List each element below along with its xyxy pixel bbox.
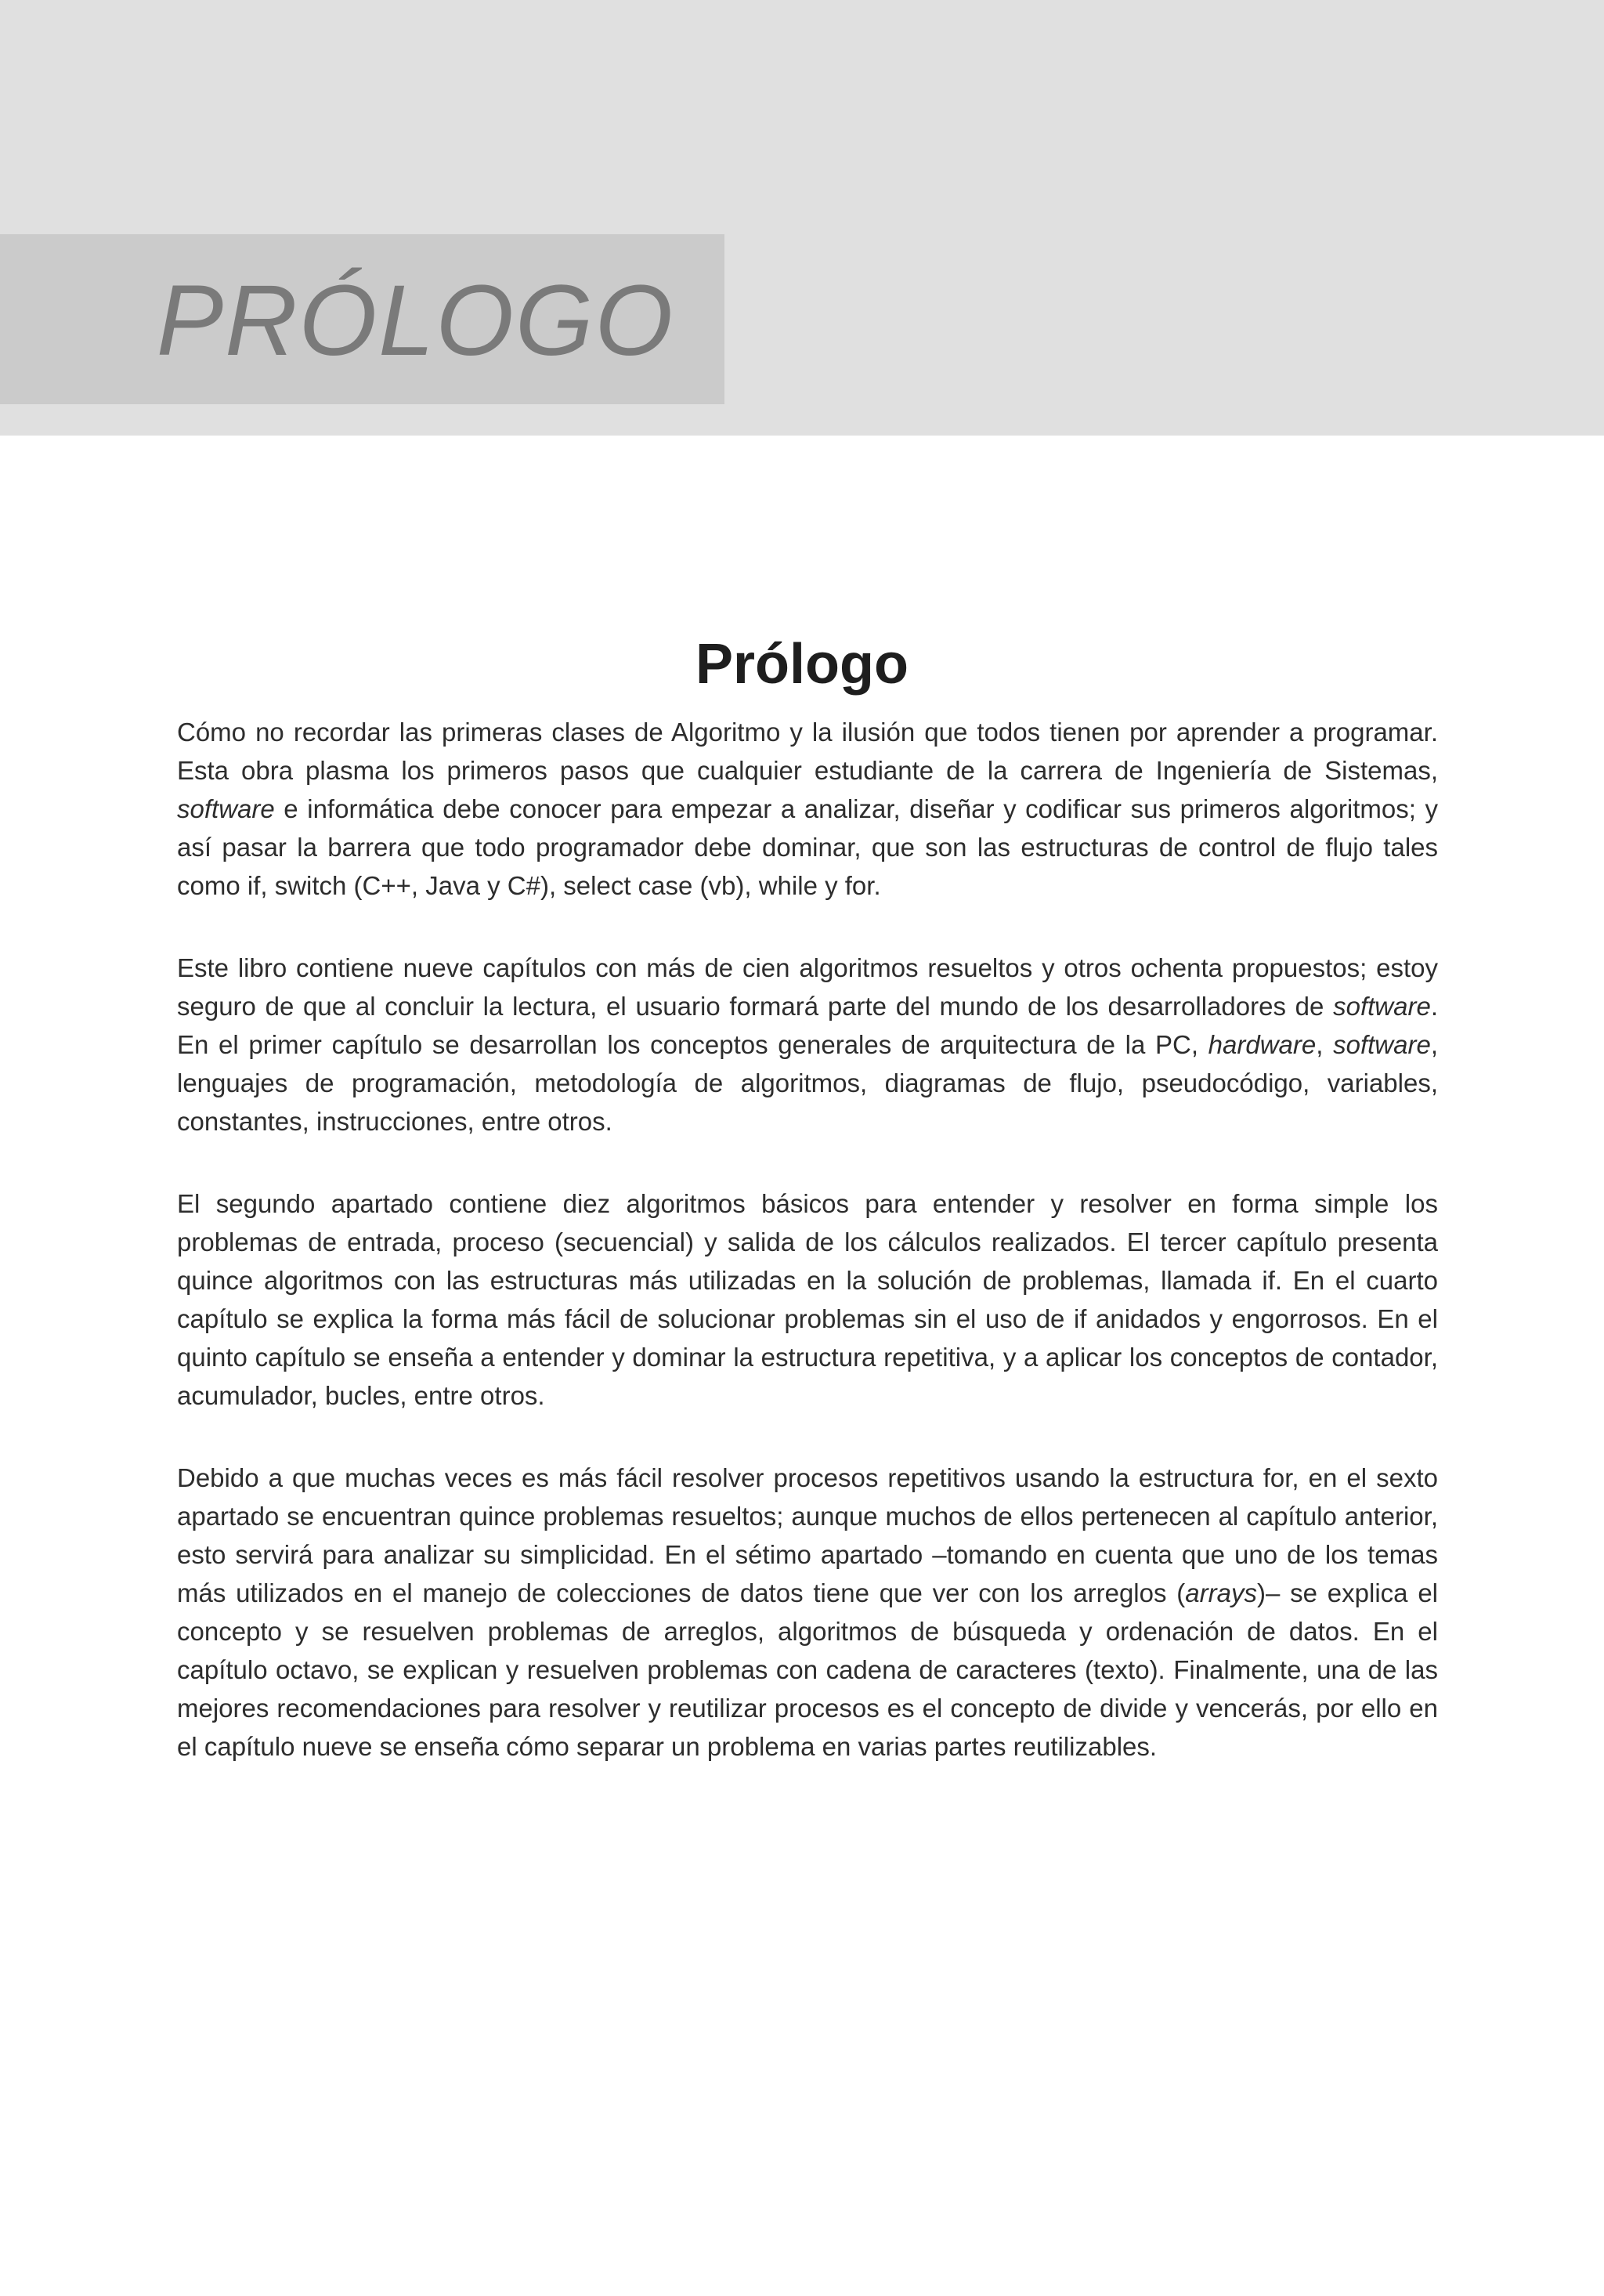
page-title: Prólogo xyxy=(695,633,909,696)
text-run: . En el primer capítulo se desarrollan los conceptos generales de arquitectura de la PC, xyxy=(177,992,1438,1059)
body-text xyxy=(177,713,1438,1810)
text-run: e informática debe conocer para empezar a analizar, diseñar y codificar sus primeros algoritmos; y así pasar la barrera que todo programador debe dominar, que son las estructuras de control de flujo tales como if, switch (C++, Java y C#), select case (vb), while y for. xyxy=(177,794,1438,900)
header-band xyxy=(0,0,1604,436)
italic-term: hardware xyxy=(1208,1030,1317,1059)
text-run: Debido a que muchas veces es más fácil resolver procesos repetitivos usando la estructura for, en el sexto apartado se encuentran quince problemas resueltos; aunque muchos de ellos pertenecen al capítulo anterior, esto servirá para analizar su simplicidad. En el sétimo apartado –tomando en cuenta que uno de los temas más utilizados en el manejo de colecciones de datos tiene que ver con los arreglos ( xyxy=(177,1463,1438,1607)
paragraph-1 xyxy=(177,713,1438,905)
text-run: , xyxy=(1316,1030,1334,1059)
italic-term: software xyxy=(177,794,275,823)
paragraph-4 xyxy=(177,1459,1438,1766)
chapter-tab xyxy=(0,234,724,404)
text-run: El segundo apartado contiene diez algoritmos básicos para entender y resolver en forma simple los problemas de entrada, proceso (secuencial) y salida de los cálculos realizados. El tercer capítulo presenta quince algoritmos con las estructuras más utilizadas en la solución de problemas, llamada if. En el cuarto capítulo se explica la forma más fácil de solucionar problemas sin el uso de if anidados y engorrosos. En el quinto capítulo se enseña a entender y dominar la estructura repetitiva, y a aplicar los conceptos de contador, acumulador, bucles, entre otros. xyxy=(177,1189,1438,1410)
text-run: , lenguajes de programación, metodología de algoritmos, diagramas de flujo, pseudocódigo, variables, constantes, instrucciones, entre otros. xyxy=(177,1030,1438,1136)
italic-term: software xyxy=(1333,1030,1431,1059)
chapter-label: PRÓLOGO xyxy=(156,265,674,377)
text-run: Cómo no recordar las primeras clases de Algoritmo y la ilusión que todos tienen por aprender a programar. Esta obra plasma los primeros pasos que cualquier estudiante de la carrera de Ingeniería de Sistemas, xyxy=(177,718,1438,785)
text-run: )– se explica el concepto y se resuelven problemas de arreglos, algoritmos de búsqueda y ordenación de datos. En el capítulo octavo, se explican y resuelven problemas con cadena de caracteres (texto). Finalmente, una de las mejores recomendaciones para resolver y reutilizar procesos es el concepto de divide y vencerás, por ello en el capítulo nueve se enseña cómo separar un problema en varias partes reutilizables. xyxy=(177,1578,1439,1761)
paragraph-3 xyxy=(177,1184,1438,1415)
italic-term: software xyxy=(1333,992,1431,1021)
italic-term: arrays xyxy=(1185,1578,1257,1607)
text-run: Este libro contiene nueve capítulos con más de cien algoritmos resueltos y otros ochenta propuestos; estoy seguro de que al concluir la lectura, el usuario formará parte del mundo de los desarrolladores de xyxy=(177,953,1438,1021)
paragraph-2 xyxy=(177,949,1438,1141)
